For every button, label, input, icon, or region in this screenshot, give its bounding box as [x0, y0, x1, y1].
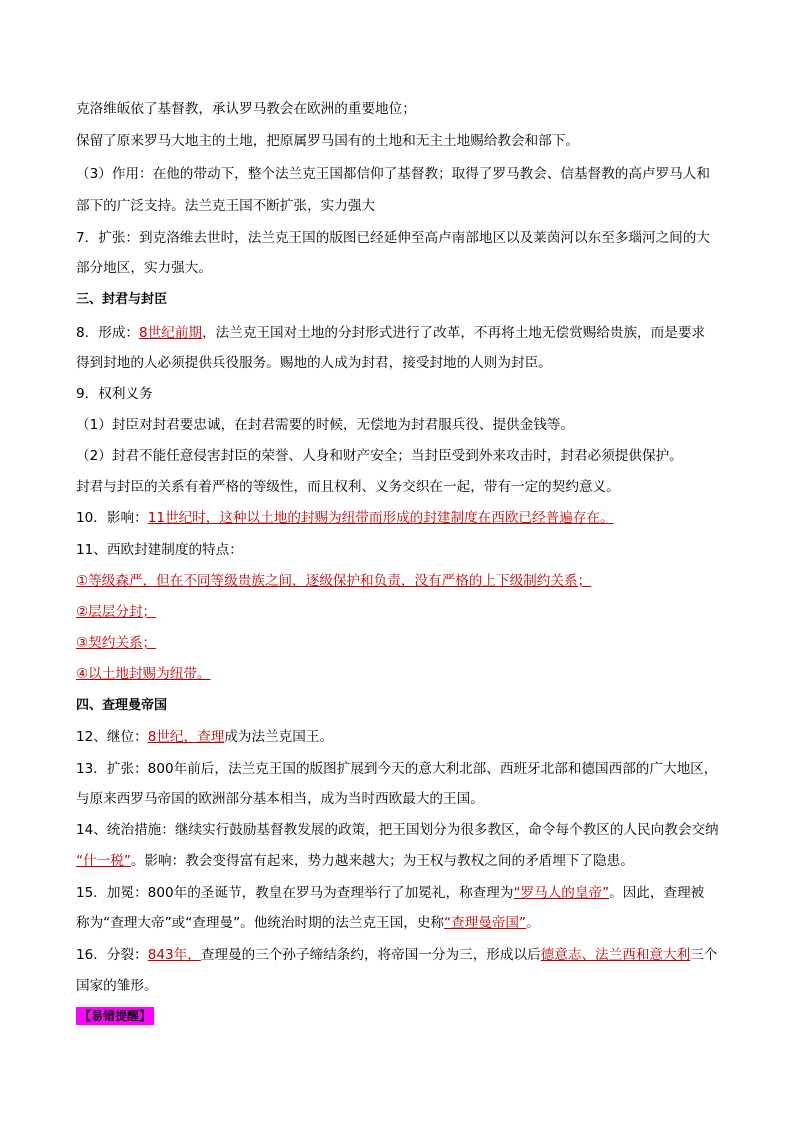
item-text: 称为“查理大帝”或“查理曼”。他统治时期的法兰克王国，史称: [76, 915, 445, 931]
text-line: （1）封臣对封君要忠诚，在封君需要的时候，无偿地为封君服兵役、提供金钱等。: [76, 417, 575, 433]
text-line: 13．扩张：800年前后，法兰克王国的版图扩展到今天的意大利北部、西班牙北部和德国西部的广大地区，: [76, 761, 718, 777]
text-line: [76, 851, 736, 871]
text-line: 11、西欧封建制度的特点：: [76, 542, 243, 558]
text-line: （3）作用：在他的带动下，整个法兰克王国都信仰了基督教；取得了罗马教会、信基督教的高卢罗马人和: [76, 166, 710, 182]
section-heading: 四、查理曼帝国: [76, 698, 168, 713]
key-point-underlined: “罗马人的皇帝”: [513, 885, 610, 901]
text-line: 7．扩张：到克洛维去世时，法兰克王国的版图已经延伸至高卢南部地区以及莱茵河以东至多瑙河之间的大: [76, 230, 710, 246]
text-line: [76, 1006, 736, 1026]
key-point-underlined: 8世纪，查理: [147, 729, 225, 745]
key-point-underlined: 德意志、法兰西和意大利: [540, 947, 691, 963]
text-line: 与原来西罗马帝国的欧洲部分基本相当，成为当时西欧最大的王国。: [76, 791, 484, 807]
key-point-underlined: “查理曼帝国”: [444, 915, 527, 931]
key-point-underlined: 843年，: [147, 947, 201, 963]
text-line: 封君与封臣的关系有着严格的等级性，而且权利、义务交织在一起，带有一定的契约意义。: [76, 479, 620, 495]
text-line: （2）封君不能任意侵害封臣的荣誉、人身和财产安全；当封臣受到外来攻击时，封君必须提供保护。: [76, 448, 683, 464]
item-text: 。: [526, 915, 540, 931]
text-line: 克洛维皈依了基督教，承认罗马教会在欧洲的重要地位；: [76, 101, 416, 117]
text-line: 国家的雏形。: [76, 978, 158, 994]
item-label: 12、继位：: [76, 729, 148, 745]
section-heading: 三、封君与封臣: [76, 292, 168, 307]
feature-item: ③契约关系；: [76, 635, 157, 651]
text-line: 14、统治措施：继续实行鼓励基督教发展的政策，把王国划分为很多教区，命令每个教区的人民向教会交纳: [76, 822, 719, 838]
item-label: 8．形成：: [76, 325, 140, 341]
text-line: 保留了原来罗马大地主的土地，把原属罗马国有的土地和无主土地赐给教会和部下。: [76, 133, 579, 149]
item-text: ，法兰克王国对土地的分封形式进行了改革，不再将土地无偿赏赐给贵族，而是要求: [202, 325, 706, 341]
item-text: 15．加冕：800年的圣诞节，教皇在罗马为查理举行了加冕礼，称查理为: [76, 885, 514, 901]
text-line: [76, 323, 736, 343]
item-text: 三个: [690, 947, 718, 963]
text-line: 部下的广泛支持。法兰克王国不断扩张，实力强大: [76, 198, 376, 214]
text-line: [76, 727, 736, 747]
item-label: 10．影响：: [76, 510, 148, 526]
text-line: 得到封地的人必须提供兵役服务。赐地的人成为封君，接受封地的人则为封臣。: [76, 355, 552, 371]
feature-item: ④以土地封赐为纽带。: [76, 666, 211, 682]
key-point-underlined: 8世纪前期: [139, 325, 203, 341]
text-line: [76, 883, 736, 903]
item-text: 成为法兰克国王。: [224, 729, 334, 745]
key-point-underlined: “什一税”: [76, 853, 131, 869]
key-point-underlined: 11世纪时，这种以土地的封赐为纽带而形成的封建制度在西欧已经普遍存在。: [147, 510, 614, 526]
item-label: 16．分裂：: [76, 947, 148, 963]
feature-item: ②层层分封；: [76, 604, 157, 620]
item-text: 。因此，查理被: [609, 885, 705, 901]
error-reminder-tag: 【易错提醒】: [76, 1007, 154, 1025]
feature-item: ①等级森严，但在不同等级贵族之间，逐级保护和负责，没有严格的上下级制约关系；: [76, 573, 592, 589]
text-line: 部分地区，实力强大。: [76, 260, 212, 276]
text-line: [76, 508, 736, 528]
text-line: [76, 913, 736, 933]
item-text: 。影响：教会变得富有起来，势力越来越大；为王权与教权之间的矛盾埋下了隐患。: [130, 853, 634, 869]
item-text: 查理曼的三个孙子缔结条约，将帝国一分为三，形成以后: [200, 947, 541, 963]
text-line: [76, 945, 736, 965]
text-line: 9．权利义务: [76, 386, 153, 402]
